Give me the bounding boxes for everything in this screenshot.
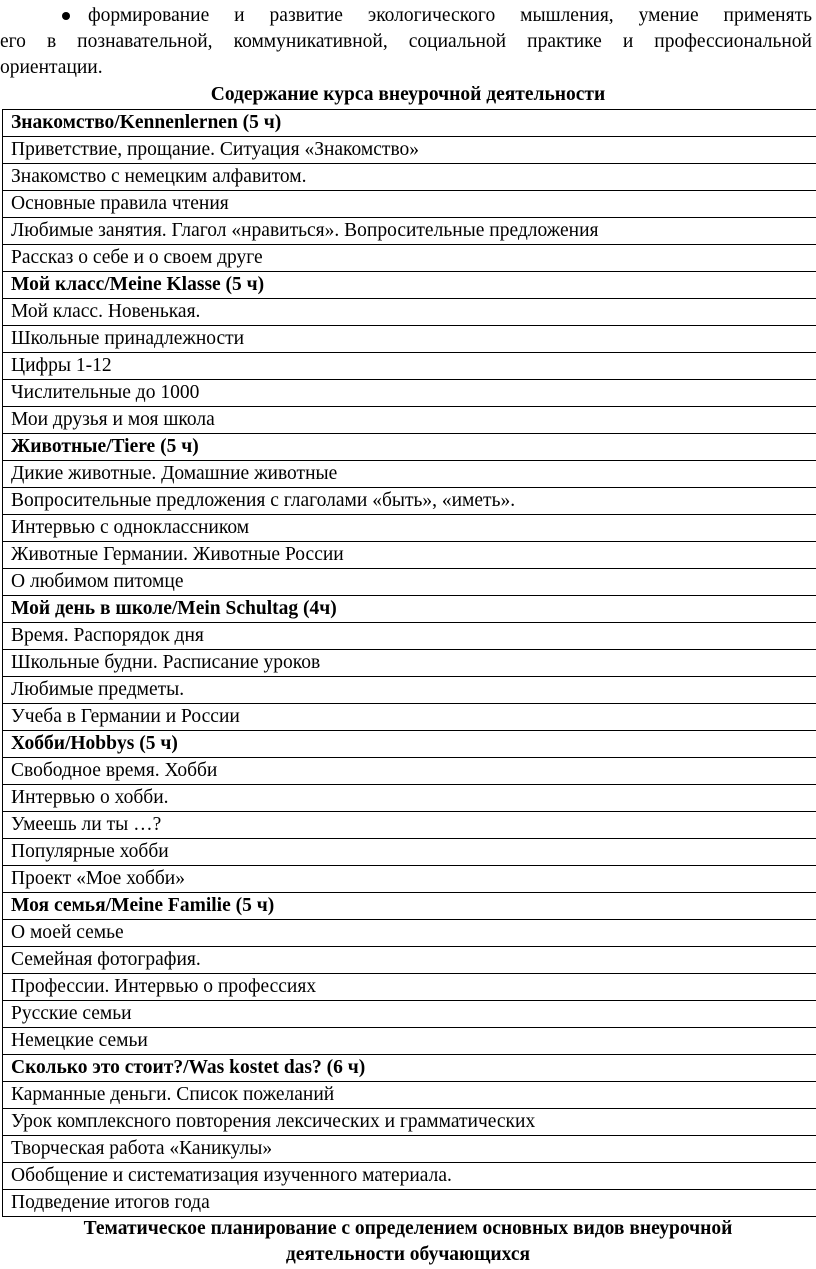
table-row — [3, 218, 816, 245]
topic-cell: Школьные принадлежности — [3, 326, 816, 353]
table-row — [3, 1001, 816, 1028]
section-heading-cell: Знакомство/Kennenlernen (5 ч) — [3, 110, 816, 137]
table-row — [3, 137, 816, 164]
topic-cell: Любимые предметы. — [3, 677, 816, 704]
topic-cell: Свободное время. Хобби — [3, 758, 816, 785]
table-section-heading-row — [3, 1055, 816, 1082]
topic-cell: О моей семье — [3, 920, 816, 947]
footer-title — [0, 1216, 816, 1268]
table-row — [3, 461, 816, 488]
table-row — [3, 1109, 816, 1136]
topic-cell: Обобщение и систематизация изученного материала. — [3, 1163, 816, 1190]
table-row — [3, 758, 816, 785]
table-row — [3, 677, 816, 704]
table-row — [3, 866, 816, 893]
topic-cell: Рассказ о себе и о своем друге — [3, 245, 816, 272]
table-section-heading-row — [3, 434, 816, 461]
table-section-heading-row — [3, 272, 816, 299]
topic-cell: Русские семьи — [3, 1001, 816, 1028]
section-heading-cell: Хобби/Hobbys (5 ч) — [3, 731, 816, 758]
table-section-heading-row — [3, 110, 816, 137]
table-row — [3, 353, 816, 380]
topic-cell: Семейная фотография. — [3, 947, 816, 974]
paragraph-line-3: ориентации. — [0, 57, 103, 78]
topic-cell: Вопросительные предложения с глаголами «быть», «иметь». — [3, 488, 816, 515]
table-row — [3, 623, 816, 650]
table-row — [3, 704, 816, 731]
table-row — [3, 947, 816, 974]
table-row — [3, 1163, 816, 1190]
table-row — [3, 1136, 816, 1163]
table-row — [3, 488, 816, 515]
topic-cell: Основные правила чтения — [3, 191, 816, 218]
topic-cell: Знакомство с немецким алфавитом. — [3, 164, 816, 191]
topic-cell: Проект «Мое хобби» — [3, 866, 816, 893]
topic-cell: Время. Распорядок дня — [3, 623, 816, 650]
topic-cell: Карманные деньги. Список пожеланий — [3, 1082, 816, 1109]
section-heading-cell: Мой класс/Meine Klasse (5 ч) — [3, 272, 816, 299]
bullet-icon — [62, 12, 70, 20]
topic-cell: Подведение итогов года — [3, 1190, 816, 1217]
footer-title-line-1: Тематическое планирование с определением основных видов внеурочной — [83, 1218, 733, 1239]
table-row — [3, 380, 816, 407]
table-section-heading-row — [3, 596, 816, 623]
topic-cell: Учеба в Германии и России — [3, 704, 816, 731]
topic-cell: Мои друзья и моя школа — [3, 407, 816, 434]
footer-title-line-2: деятельности обучающихся — [285, 1244, 531, 1265]
table-section-heading-row — [3, 893, 816, 920]
topic-cell: Числительные до 1000 — [3, 380, 816, 407]
topic-cell: Дикие животные. Домашние животные — [3, 461, 816, 488]
table-row — [3, 407, 816, 434]
paragraph-line-2: его в познавательной, коммуникативной, социальной практике и профессиональной — [0, 31, 812, 52]
table-row — [3, 245, 816, 272]
table-section-heading-row — [3, 731, 816, 758]
topic-cell: Мой класс. Новенькая. — [3, 299, 816, 326]
section-heading-cell: Животные/Tiere (5 ч) — [3, 434, 816, 461]
table-row — [3, 920, 816, 947]
topic-cell: Творческая работа «Каникулы» — [3, 1136, 816, 1163]
table-row — [3, 650, 816, 677]
table-row — [3, 191, 816, 218]
topic-cell: Профессии. Интервью о профессиях — [3, 974, 816, 1001]
topic-cell: О любимом питомце — [3, 569, 816, 596]
table-row — [3, 1082, 816, 1109]
topic-cell: Животные Германии. Животные России — [3, 542, 816, 569]
table-row — [3, 515, 816, 542]
topic-cell: Приветствие, прощание. Ситуация «Знакомство» — [3, 137, 816, 164]
table-row — [3, 542, 816, 569]
topic-cell: Интервью с одноклассником — [3, 515, 816, 542]
table-row — [3, 299, 816, 326]
table-row — [3, 839, 816, 866]
topic-cell: Умеешь ли ты …? — [3, 812, 816, 839]
topic-cell: Школьные будни. Расписание уроков — [3, 650, 816, 677]
section-heading-cell: Мой день в школе/Mein Schultag (4ч) — [3, 596, 816, 623]
table-row — [3, 326, 816, 353]
section-heading-cell: Моя семья/Meine Familie (5 ч) — [3, 893, 816, 920]
topic-cell: Интервью о хобби. — [3, 785, 816, 812]
table-row — [3, 785, 816, 812]
table-row — [3, 974, 816, 1001]
section-title: Содержание курса внеурочной деятельности — [210, 84, 606, 105]
table-row — [3, 1190, 816, 1217]
topic-cell: Популярные хобби — [3, 839, 816, 866]
topic-cell: Немецкие семьи — [3, 1028, 816, 1055]
course-content-table — [2, 109, 816, 1217]
paragraph-line-1: формирование и развитие экологического мышления, умение применять — [88, 5, 812, 26]
table-row — [3, 812, 816, 839]
section-heading-cell: Сколько это стоит?/Was kostet das? (6 ч) — [3, 1055, 816, 1082]
topic-cell: Урок комплексного повторения лексических и грамматических — [3, 1109, 816, 1136]
table-row — [3, 569, 816, 596]
topic-cell: Цифры 1-12 — [3, 353, 816, 380]
table-row — [3, 1028, 816, 1055]
topic-cell: Любимые занятия. Глагол «нравиться». Вопросительные предложения — [3, 218, 816, 245]
table-row — [3, 164, 816, 191]
